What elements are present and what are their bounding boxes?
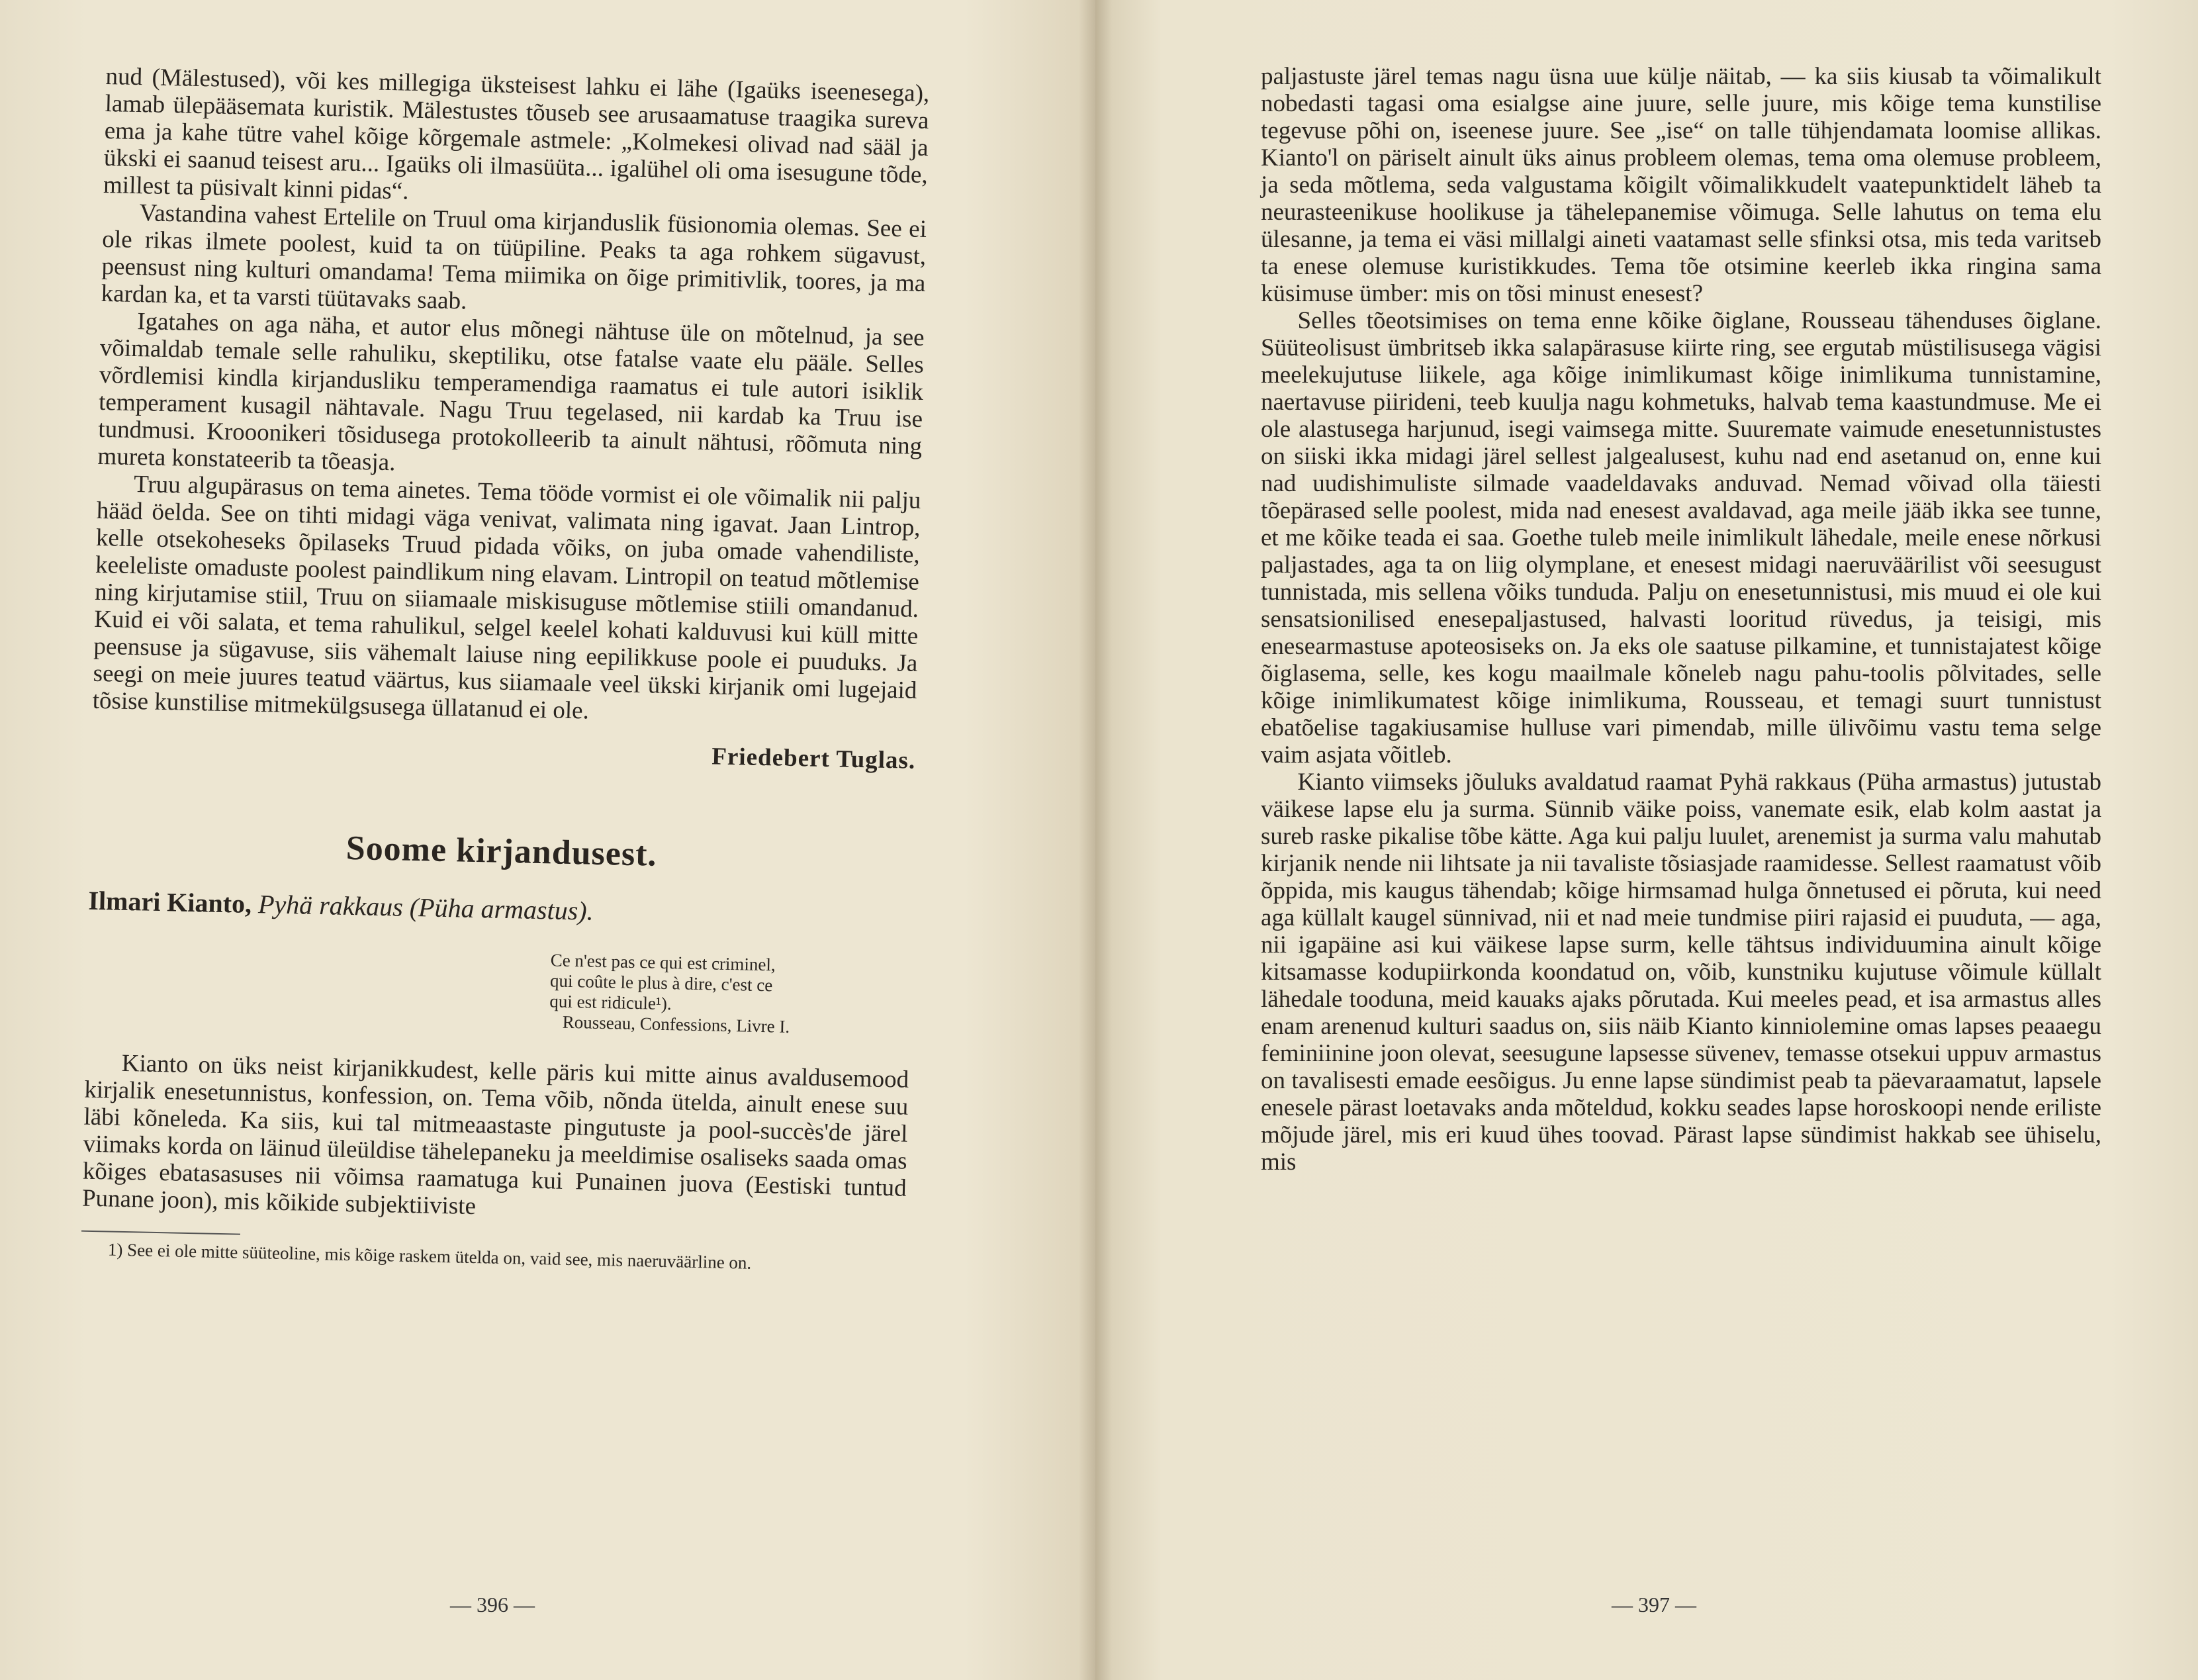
review-book-title: Pyhä rakkaus (Püha armastus).	[257, 889, 594, 926]
section-title: Soome kirjandusest.	[345, 829, 658, 874]
paragraph: Kianto on üks neist kirjanikkudest, kelle päris kui mitte ainus avaldusemood kirjalik enesetunnistus, konfession, on. Tema võib, nõnda ütelda, ainult enese suu läbi kõneleda. Ka siis, kui tal mitmeaastaste pingutuste ja pool-succès'de järel viimaks korda on läinud üleüldise tähelepaneku ja meeldimise osaliseks saada omas kõiges ebatasasuses nii võimsa raamatuga kui Punainen juova (Eestiski tuntud Punane joon), mis kõikide subjektiiviste	[81, 1049, 909, 1221]
left-page	[0, 0, 1095, 1680]
epigraph-line: qui est ridicule¹).	[549, 991, 672, 1014]
paragraph: Selles tõeotsimises on tema enne kõike õiglane, Rousseau tähenduses õiglane. Süüteolisust ümbritseb ikka salapärasuse kiirte ring, see ergutab müstilisusega vägisi meelekujutuse liikele, aga kõige inimlikumast kõige inimlikuma tunnistamine, naertavuse piirideni, teeb kuulja nagu kohmetuks, halvab tema kaastundmuse. Me ei ole alastusega harjunud, isegi vaimsega mitte. Suuremate vaimude enesetunnistustes on siiski ikka midagi järel sellest jalgealusest, kuhu nad end asetanud on, enne kui nad uudishimuliste silmade vaadeldavaks anduvad. Nemad võivad olla täiesti tõepärased selle poolest, mida nad enesest avaldavad, aga meile jääb ikka see tunne, et me kõike teada ei saa. Goethe tuleb meile inimlikult lähedale, meile enese nõrkusi paljastades, aga ta on liig olymplane, et enesest midagi naeruväärilist või seesugust tunnistada, mis sellena võiks tunduda. Palju on enesetunnistusi, mis muud ei ole kui sensatsionilised enesepaljastused, halvasti looritud rüvedus, ja teisigi, mis enesearmastuse apoteosiseks on. Ja eks ole saatuse pilkamine, et tunnistajatest kõige õiglasema, selle, kes kogu maailmale kõneleb nagu pahu-toolis põlvitades, selle kõige inimlikumatest kõige inimlikuma, Rousseau, et temagi suurt tunnistust ebatõelise tagakiusamise hulluse vari pimendab, mille ülivõimu vastu tema selge vaim asjata võitleb.	[1261, 307, 2101, 769]
footnote-divider	[81, 1231, 240, 1235]
footnote: 1) See ei ole mitte süüteoline, mis kõige raskem ütelda on, vaid see, mis naeruväärline on.	[107, 1239, 752, 1273]
paragraph: Kianto viimseks jõuluks avaldatud raamat Pyhä rakkaus (Püha armastus) jutustab väikese lapse elu ja surma. Sünnib väike poiss, vanemate esik, elab kolm aastat ja sureb raske pikalise tõbe kätte. Aga kui palju luulet, arenemist ja surma valu mahutab kirjanik nende nii lihtsate ja nii tavaliste tõsiasjade raamidesse. Sellest raamatust võib õppida, mis kaugus tähendab; kõige hirmsamad hulga õnnetused ei põruta, kui need aga küllalt kaugel sünnivad, nii et nad meie tundmise piiri rajasid ei puuduta, — aga, nii igapäine asi kui väikese lapse surm, kelle tähtsus individuumina ainult kõige kitsamasse kodupiirkonda koondatud on, võib, kunstniku kujutuse võimule küllalt lähedale tooduna, meid kauaks ajaks põrutada. Kui meeles pead, et isa armastus alles enam arenenud kulturi saadus on, siis näib Kianto kinniolemine omas lapses peaaegu feminiinine joon olevat, seesugune lapsesse süvenev, temasse otsekui uppuv armastus on tavalisesti emade eesõigus. Ju enne lapse sündimist peab ta päevaraamatut, lapsele enesele pärast loetavaks anda mõteldud, kokku seades lapse horoskoopi nende eriliste mõjude järel, mis eri kuud ühes toovad. Pärast lapse sündimist hakkab see ühiselu, mis	[1261, 769, 2101, 1176]
author-signature: Friedebert Tuglas.	[711, 743, 916, 774]
review-heading	[88, 887, 913, 931]
right-page	[1095, 0, 2198, 1680]
paragraph: Igatahes on aga näha, et autor elus mõnegi nähtuse üle on mõtelnud, ja see võimaldab temale selle rahuliku, skeptiliku, otse fatalse vaate elu pääle. Selles võrdlemisi kindla kirjandusliku temperamendiga raamatus ei tule autori isiklik temperament kusagil nähtavale. Nagu Truu tegelased, nii kardab ka Truu ise tundmusi. Krooonikeri tõsidusega protokolleerib ta ainult nähtusi, rõõmuta ning mureta konstateerib ta tõeasja.	[97, 308, 925, 477]
left-page-text	[81, 63, 930, 1277]
page-number: — 397 —	[1612, 1593, 1696, 1616]
paragraph: nud (Mälestused), või kes millegiga üksteisest lahku ei lähe (Igaüks iseenesega), lamab ülepääsematа kuristik. Mälestustes tõuseb see arusaamatuse traagika sureva ema ja kahe tütre vahel kõige kõrgemale astmele: „Kolmekesi olivad nad sääl ja ükski ei saanud teisest aru... Igaüks oli ilmasüüta... igalühel oli oma isesugune tõde, millest ta püsivalt kinni pidas“.	[103, 63, 930, 205]
page-number: — 396 —	[450, 1593, 535, 1616]
paragraph: Truu algupärasus on tema ainetes. Tema tööde vormist ei ole võimalik nii palju hääd öelda. See on tihti midagi väga venivat, valimata ning igavat. Jaan Lintrop, kelle otsekoheseks õpilaseks Truud pidada võiks, on juba omade vahendiliste, keeleliste omaduste poolest paindlikum ning elavam. Lintropil on teatud mõtlemise ning kirjutamise stiil, Truu on siiamaale miskisuguse mõtlemise stiili omandanud. Kuid ei või salata, et tema rahulikul, selgel keelel kohati kalduvusi kui küll mitte peensuse ja sügavuse, siis vähemalt laiuse ning eepilikkuse poole ei puuduks. Ja seegi on meie juures teatud väärtus, kus siiamaale veel ükski kirjanik omi lugejaid tõsise kunstilise mitmekülgsusega üllatanud ei ole.	[92, 471, 921, 725]
paragraph: Vastandina vahest Ertelile on Truul oma kirjanduslik füsionomia olemas. See ei ole rikas ilmete poolest, kuid ta on tüüpiline. Peaks ta aga rohkem sügavust, peensust ning kulturi omandama! Tema miimika on õige primitivlik, toores, ja ma kardan ka, et ta varsti tüütavaks saab.	[101, 199, 927, 315]
book-gutter	[1079, 0, 1112, 1680]
epigraph	[549, 950, 911, 1039]
epigraph-line: qui coûte le plus à dire, c'est ce	[549, 970, 773, 996]
right-page-text	[1261, 63, 2101, 1176]
epigraph-line: Ce n'est pas ce qui est criminel,	[550, 950, 776, 975]
epigraph-source: Rousseau, Confessions, Livre I.	[562, 1011, 790, 1037]
review-author: Ilmari Kianto,	[88, 885, 252, 919]
paragraph: paljastuste järel temas nagu üsna uue külje näitab, — ka siis kiusab ta võimalikult nobedasti tagasi oma esialgse aine juure, selle juure, mis kõige tema kunstilise tegevuse põhi on, iseenese juure. See „ise“ on talle tühjendamata loomise allikas. Kianto'l on päriselt ainult üks ainus probleem olemas, tema oma olemuse probleem, ja seda mõtlema, seda valgustama kõigilt võimalikkudelt vaatepunktidelt läheb ta neurasteenikuse hoolikuse ja tähelepanemise võimuga. Selle lahutus on tema elu ülesanne, ja tema ei väsi millalgi aineti vaatamast selle sfinksi otsa, mis teda varitseb ta enese olemuse kuristikkudes. Tema tõe otsimine keerleb ikka ringina sama küsimuse ümber: mis on tõsi minust enesest?	[1261, 63, 2101, 307]
